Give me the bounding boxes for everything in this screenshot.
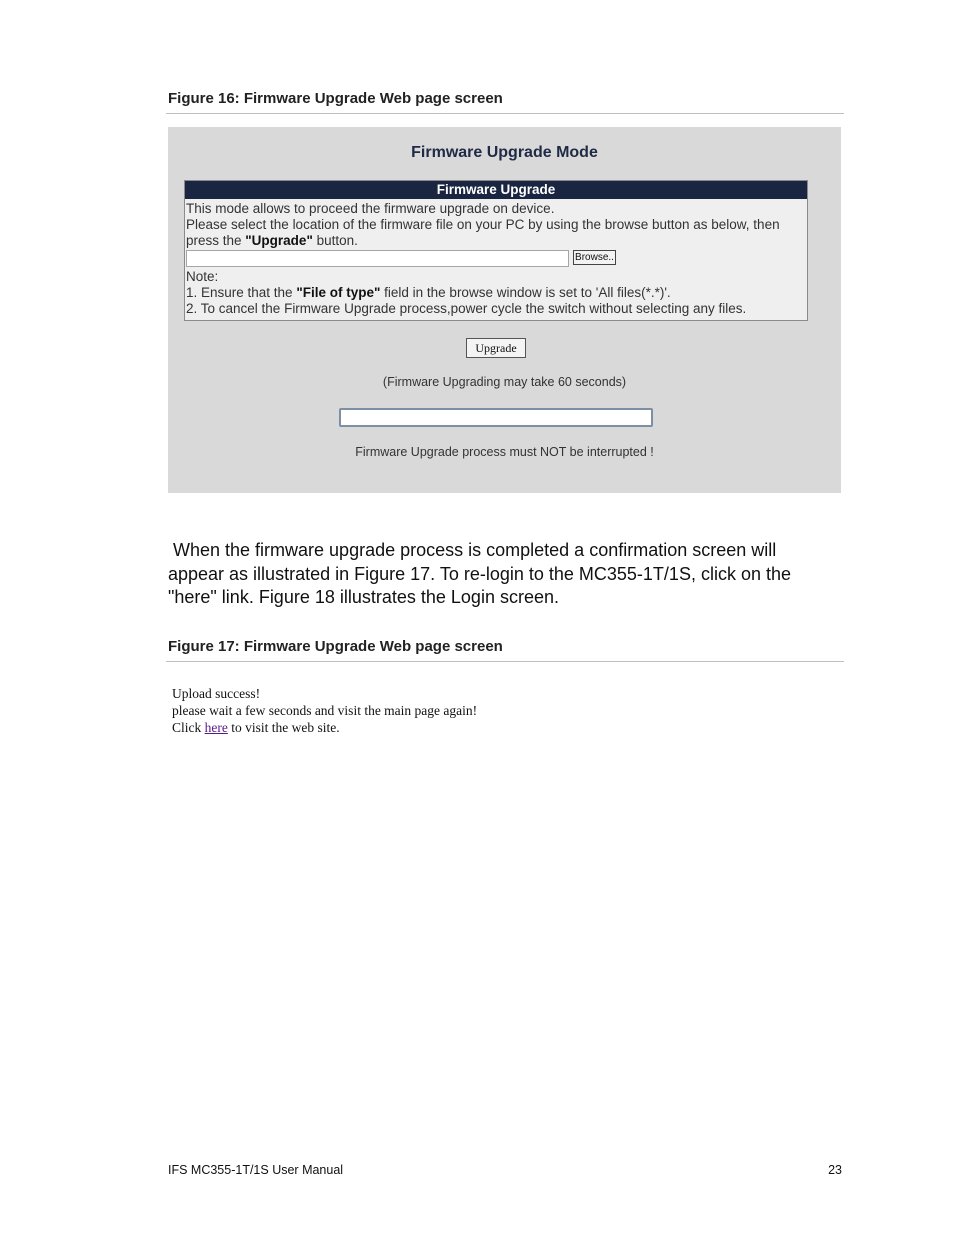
intro-text: press the [186, 233, 246, 248]
mode-title: Firmware Upgrade Mode [411, 144, 598, 161]
browse-button[interactable]: Browse.. [573, 250, 616, 265]
revisit-line [172, 720, 340, 736]
paragraph-line: "here" link. Figure 18 illustrates the Login screen. [168, 587, 559, 607]
upload-success-message: Upload success! [172, 686, 261, 701]
footer-manual-title: IFS MC355-1T/1S User Manual [168, 1163, 344, 1177]
file-select-row [186, 249, 807, 269]
wait-message: please wait a few seconds and visit the main page again! [172, 703, 478, 718]
firmware-file-input[interactable] [186, 250, 569, 267]
figure-16-caption: Figure 16: Firmware Upgrade Web page screen [168, 90, 503, 107]
panel-title: Firmware Upgrade [185, 181, 807, 199]
caption-rule [166, 661, 844, 662]
file-of-type-emphasis: "File of type" [296, 285, 381, 300]
firmware-upgrade-panel [184, 180, 808, 321]
panel-body [185, 199, 807, 317]
upgrade-duration-note: (Firmware Upgrading may take 60 seconds) [382, 375, 627, 389]
revisit-text: Click [172, 720, 205, 735]
intro-line: Please select the location of the firmware file on your PC by using the browse button as below, then [186, 217, 780, 232]
upgrade-progress-bar [339, 408, 653, 427]
page-number: 23 [828, 1163, 842, 1177]
upload-success-screenshot [168, 676, 841, 746]
intro-text: button. [312, 233, 358, 248]
figure-17-caption: Figure 17: Firmware Upgrade Web page screen [168, 638, 503, 655]
note-label: Note: [186, 269, 219, 284]
interrupt-warning: Firmware Upgrade process must NOT be interrupted ! [355, 445, 654, 459]
caption-rule [166, 113, 844, 114]
note-text: 1. Ensure that the [186, 285, 297, 300]
here-link[interactable]: here [204, 720, 228, 735]
firmware-upgrade-screenshot [168, 127, 841, 493]
note-item [186, 285, 807, 301]
intro-line [186, 233, 807, 249]
revisit-text: to visit the web site. [227, 720, 340, 735]
upgrade-button[interactable]: Upgrade [466, 338, 526, 358]
note-text: field in the browse window is set to 'All files(*.*)'. [380, 285, 671, 300]
body-paragraph [168, 539, 848, 610]
paragraph-line: When the firmware upgrade process is completed a confirmation screen will [168, 540, 777, 560]
intro-line: This mode allows to proceed the firmware upgrade on device. [186, 201, 555, 216]
paragraph-line: appear as illustrated in Figure 17. To re-login to the MC355-1T/1S, click on the [168, 563, 791, 584]
note-item: 2. To cancel the Firmware Upgrade process,power cycle the switch without selecting any files. [186, 301, 747, 316]
upgrade-emphasis: "Upgrade" [245, 233, 313, 248]
